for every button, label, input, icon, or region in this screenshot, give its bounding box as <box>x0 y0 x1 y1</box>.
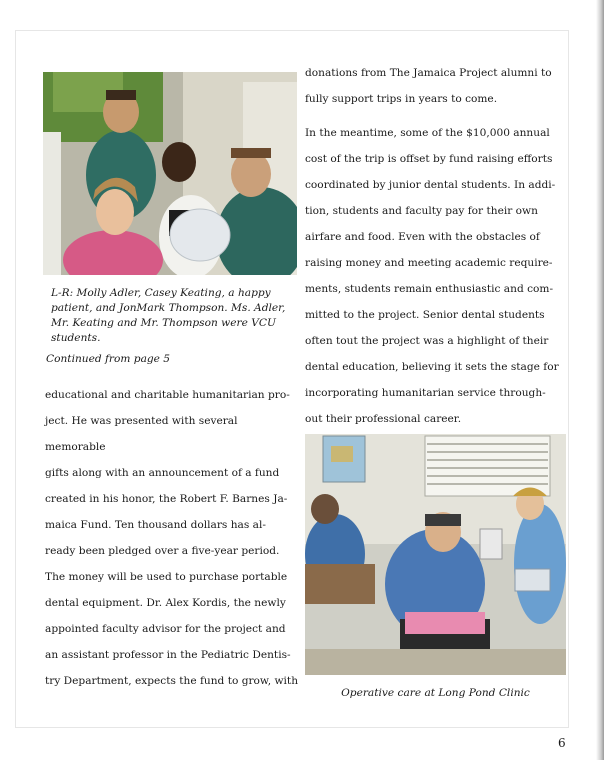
text-line: gifts along with an announcement of a fund <box>45 467 280 479</box>
text-line: often tout the project was a highlight of their <box>305 335 549 347</box>
text-line: appointed faculty advisor for the project and <box>45 623 286 635</box>
text-line: raising money and meeting academic require- <box>305 257 553 269</box>
text-line: educational and charitable humanitarian pro- <box>45 389 290 401</box>
text-line: coordinated by junior dental students. In addi- <box>305 179 556 191</box>
text-line: maica Fund. Ten thousand dollars has al- <box>45 519 266 531</box>
text-line: ments, students remain enthusiastic and com- <box>305 283 554 295</box>
text-line: ready been pledged over a five-year period. <box>45 545 280 557</box>
page-number: 6 <box>558 736 566 750</box>
photo-caption-top: L-R: Molly Adler, Casey Keating, a happy patient, and JonMark Thompson. Ms. Adler, Mr. Keating and Mr. Thompson were VCU students. <box>51 287 286 344</box>
page-edge-shadow <box>596 0 604 760</box>
text-line: airfare and food. Even with the obstacles of <box>305 231 540 243</box>
text-line: created in his honor, the Robert F. Barnes Ja- <box>45 493 288 505</box>
text-line: incorporating humanitarian service through- <box>305 387 546 399</box>
text-line: donations from The Jamaica Project alumni to <box>305 67 552 79</box>
text-line: ject. He was presented with several memorable <box>45 415 238 453</box>
text-line: mitted to the project. Senior dental students <box>305 309 545 321</box>
clinic-photo <box>305 434 566 675</box>
text-line: The money will be used to purchase portable <box>45 571 288 583</box>
text-line: try Department, expects the fund to grow, with <box>45 675 299 687</box>
text-line: In the meantime, some of the $10,000 annual <box>305 127 550 139</box>
right-column-paragraph-2 <box>305 120 565 432</box>
text-line: tion, students and faculty pay for their own <box>305 205 538 217</box>
group-photo <box>43 72 297 275</box>
continued-note: Continued from page 5 <box>46 353 171 365</box>
text-line: fully support trips in years to come. <box>305 93 498 105</box>
text-line: dental education, believing it sets the stage for <box>305 361 559 373</box>
photo-caption-bottom: Operative care at Long Pond Clinic <box>341 687 530 699</box>
right-column-paragraph-1 <box>305 60 565 112</box>
text-line: cost of the trip is offset by fund raising efforts <box>305 153 553 165</box>
text-line: out their professional career. <box>305 413 462 425</box>
text-line: an assistant professor in the Pediatric Dentis- <box>45 649 291 661</box>
left-column-text <box>45 382 300 694</box>
text-line: dental equipment. Dr. Alex Kordis, the newly <box>45 597 286 609</box>
